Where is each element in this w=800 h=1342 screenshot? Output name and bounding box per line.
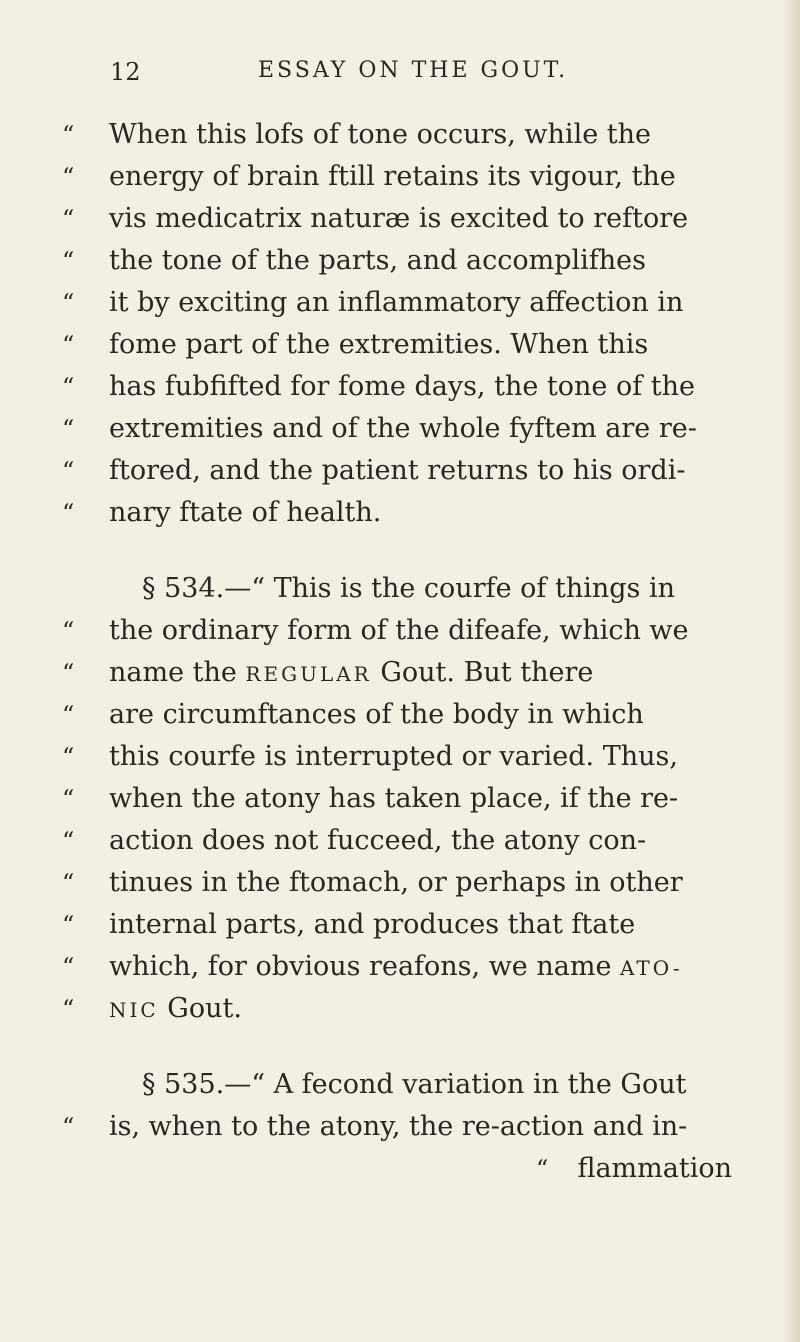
text-line <box>62 282 732 324</box>
line-text-part: Gout. But there <box>380 657 594 688</box>
line-text: nary ftate of health. <box>109 497 382 528</box>
line-text-part: Gout. <box>167 993 242 1024</box>
quote-mark: “ <box>62 869 75 897</box>
line-text-part: which, for obvious reafons, we name <box>109 951 612 982</box>
text-line <box>62 114 732 156</box>
text-line <box>62 240 732 282</box>
quote-mark: “ <box>62 617 75 645</box>
quote-mark: “ <box>62 911 75 939</box>
line-text: internal parts, and produces that ftate <box>109 909 636 940</box>
paragraph-gap <box>62 534 732 568</box>
quote-mark: “ <box>62 743 75 771</box>
text-line <box>62 904 732 946</box>
line-text: it by exciting an inflammatory affection in <box>109 287 684 318</box>
line-text: energy of brain ftill retains its vigour, the <box>109 161 676 192</box>
line-text: action does not fucceed, the atony con- <box>109 825 647 856</box>
quote-mark: “ <box>62 247 75 275</box>
quote-mark: “ <box>62 373 75 401</box>
quote-mark: “ <box>62 953 75 981</box>
quote-mark: “ <box>536 1155 549 1183</box>
catchword: flammation <box>577 1153 732 1184</box>
paragraph-gap <box>62 1030 732 1064</box>
quote-mark: “ <box>62 827 75 855</box>
line-text: this courfe is interrupted or varied. Thus, <box>109 741 678 772</box>
section-534-start <box>62 568 732 610</box>
line-text: the ordinary form of the difeafe, which we <box>109 615 689 646</box>
small-caps-term: NIC <box>109 998 159 1022</box>
quote-mark: “ <box>62 995 75 1023</box>
line-text: when the atony has taken place, if the re- <box>109 783 679 814</box>
quote-mark: “ <box>62 785 75 813</box>
text-line <box>62 366 732 408</box>
quote-mark: “ <box>62 499 75 527</box>
text-line <box>62 988 732 1030</box>
text-line <box>62 736 732 778</box>
line-text: has fubfifted for fome days, the tone of the <box>109 371 695 402</box>
line-text: is, when to the atony, the re-action and in- <box>109 1111 688 1142</box>
text-line <box>62 324 732 366</box>
text-line <box>62 820 732 862</box>
text-line <box>62 778 732 820</box>
text-line <box>62 610 732 652</box>
small-caps-term: REGULAR <box>245 662 372 686</box>
text-line <box>62 408 732 450</box>
text-line <box>62 156 732 198</box>
body-text <box>62 114 732 1190</box>
line-text: the tone of the parts, and accomplifhes <box>109 245 646 276</box>
line-text <box>109 988 242 1031</box>
quote-mark: “ <box>62 163 75 191</box>
line-text-part: name the <box>109 657 237 688</box>
quote-mark: “ <box>62 701 75 729</box>
line-text: tinues in the ftomach, or perhaps in other <box>109 867 683 898</box>
quote-mark: “ <box>62 331 75 359</box>
quote-mark: “ <box>62 121 75 149</box>
line-text: vis medicatrix naturæ is excited to reftore <box>109 203 689 234</box>
text-line <box>62 652 732 694</box>
line-text: When this lofs of tone occurs, while the <box>109 119 651 150</box>
page-header <box>110 58 710 94</box>
line-text: § 534.—“ This is the courfe of things in <box>142 573 675 604</box>
line-text: are circumftances of the body in which <box>109 699 644 730</box>
text-line <box>62 862 732 904</box>
line-text: ftored, and the patient returns to his ordi- <box>109 455 686 486</box>
text-line <box>62 946 732 988</box>
text-line <box>62 198 732 240</box>
quote-mark: “ <box>62 205 75 233</box>
line-text: extremities and of the whole fyftem are re- <box>109 413 697 444</box>
small-caps-term: ATO- <box>620 956 683 980</box>
catchword-line <box>62 1148 732 1190</box>
quote-mark: “ <box>62 659 75 687</box>
text-line <box>62 1106 732 1148</box>
text-line <box>62 492 732 534</box>
quote-mark: “ <box>62 1113 75 1141</box>
running-head: ESSAY ON THE GOUT. <box>258 58 569 83</box>
page-edge-shadow <box>782 0 800 1342</box>
section-535-start <box>62 1064 732 1106</box>
quote-mark: “ <box>62 457 75 485</box>
quote-mark: “ <box>62 415 75 443</box>
line-text <box>109 946 683 989</box>
text-line <box>62 694 732 736</box>
line-text: § 535.—“ A fecond variation in the Gout <box>142 1069 687 1100</box>
quote-mark: “ <box>62 289 75 317</box>
page-number: 12 <box>110 58 141 86</box>
line-text: fome part of the extremities. When this <box>109 329 649 360</box>
line-text <box>109 652 593 695</box>
text-line <box>62 450 732 492</box>
